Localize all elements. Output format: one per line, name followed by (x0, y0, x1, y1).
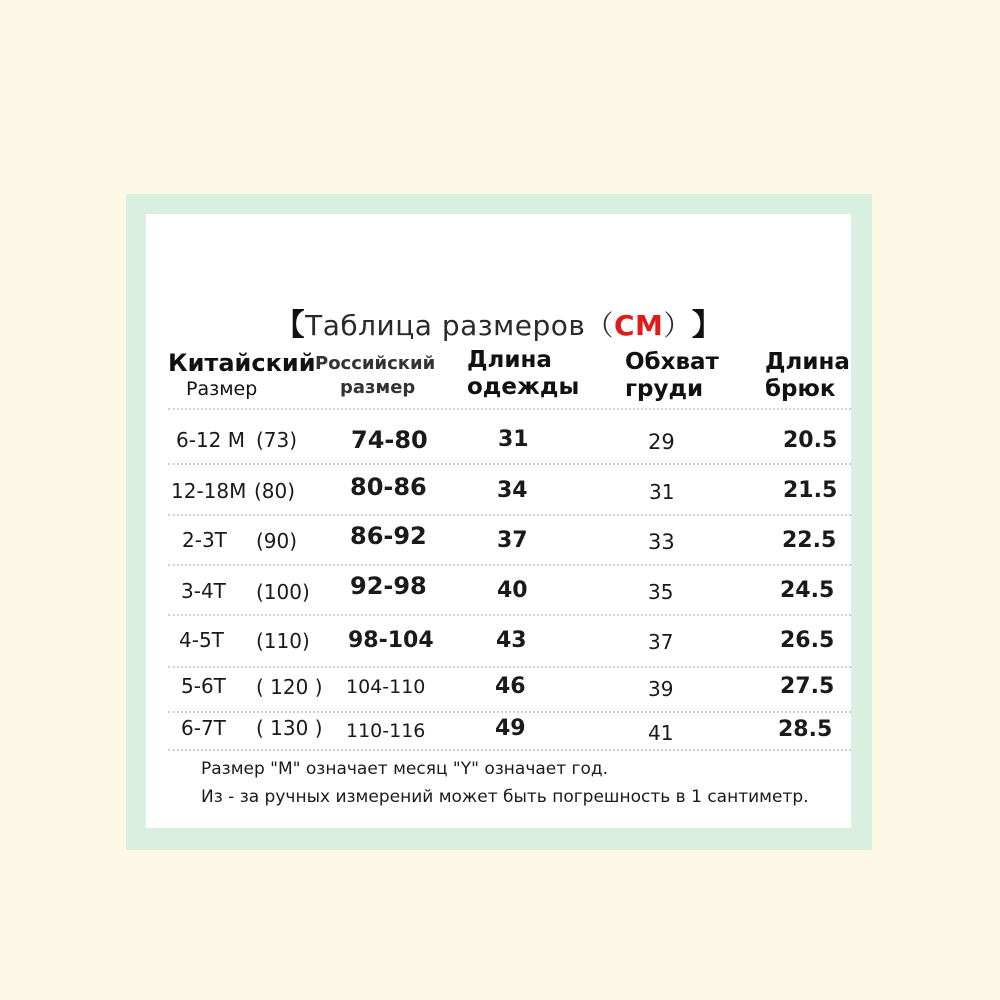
header-russian-size-line1: Российский (315, 353, 436, 374)
row-separator (168, 614, 851, 616)
row-6-cn-size: 5-6T (181, 674, 226, 698)
header-pants-line2: брюк (765, 376, 836, 402)
row-1-length: 31 (498, 427, 529, 452)
row-3-length: 37 (497, 528, 528, 553)
row-6-length: 46 (495, 674, 526, 699)
size-chart-card (146, 214, 851, 828)
row-6-pants: 27.5 (780, 674, 835, 699)
row-4-cn-height: (100) (256, 580, 310, 604)
header-russian-size-line2: размер (340, 377, 416, 398)
row-2-pants: 21.5 (783, 478, 838, 503)
row-separator (168, 564, 851, 566)
row-4-pants: 24.5 (780, 578, 835, 603)
row-2-cn-size: 12-18M (171, 479, 247, 503)
row-1-cn-size: 6-12 M (176, 428, 246, 452)
row-2-chest: 31 (649, 480, 675, 504)
header-chest-line2: груди (625, 376, 704, 402)
note-measurement-error: Из - за ручных измерений может быть погрешность в 1 сантиметр. (201, 787, 809, 807)
row-5-cn-size: 4-5T (179, 628, 224, 652)
row-5-pants: 26.5 (780, 628, 835, 653)
row-7-chest: 41 (648, 721, 674, 745)
row-separator (168, 749, 851, 751)
row-separator (168, 666, 851, 668)
row-7-cn-height: ( 130 ) (256, 716, 323, 740)
size-chart-frame (126, 194, 872, 850)
row-1-pants: 20.5 (783, 428, 838, 453)
header-length-line2: одежды (467, 374, 580, 400)
row-3-cn-height: (90) (256, 529, 298, 553)
title-paren-close: ） (663, 309, 678, 342)
row-3-pants: 22.5 (782, 528, 837, 553)
title-unit: CM (613, 309, 664, 342)
header-length-line1: Длина (467, 347, 552, 373)
chart-title (146, 300, 851, 344)
title-bracket-close: 】 (691, 308, 723, 343)
row-4-chest: 35 (648, 580, 674, 604)
row-1-cn-height: (73) (256, 428, 298, 452)
row-7-length: 49 (495, 716, 526, 741)
row-7-ru-size: 110-116 (346, 720, 426, 742)
row-separator (168, 514, 851, 516)
row-1-ru-size: 74-80 (351, 426, 428, 454)
row-3-chest: 33 (648, 530, 675, 554)
row-4-ru-size: 92-98 (350, 572, 427, 600)
row-4-length: 40 (497, 578, 528, 603)
title-paren-open: （ (585, 309, 614, 342)
row-2-ru-size: 80-86 (350, 473, 427, 501)
row-5-ru-size: 98-104 (348, 628, 434, 653)
header-chinese-size-line1: Китайский (168, 349, 316, 377)
row-5-cn-height: (110) (256, 629, 310, 653)
row-6-chest: 39 (648, 677, 674, 701)
row-7-pants: 28.5 (778, 717, 833, 742)
row-5-chest: 37 (648, 630, 674, 654)
note-size-abbreviation: Размер "M" означает месяц "Y" означает год. (201, 759, 609, 779)
title-text: Таблица размеров (305, 309, 586, 342)
header-chinese-size-line2: Размер (186, 378, 258, 400)
row-7-cn-size: 6-7T (181, 716, 226, 740)
row-2-length: 34 (497, 478, 528, 503)
row-2-cn-height: (80) (254, 479, 296, 503)
row-6-ru-size: 104-110 (346, 676, 426, 698)
title-bracket-open: 【 (274, 308, 306, 343)
header-separator (168, 408, 851, 410)
row-4-cn-size: 3-4T (181, 579, 226, 603)
row-3-cn-size: 2-3T (182, 528, 227, 552)
row-separator (168, 463, 851, 465)
row-6-cn-height: ( 120 ) (256, 675, 323, 699)
row-1-chest: 29 (648, 430, 675, 454)
row-3-ru-size: 86-92 (350, 522, 427, 550)
header-pants-line1: Длина (765, 349, 850, 375)
row-5-length: 43 (496, 628, 527, 653)
header-chest-line1: Обхват (625, 349, 719, 375)
row-separator (168, 711, 851, 713)
